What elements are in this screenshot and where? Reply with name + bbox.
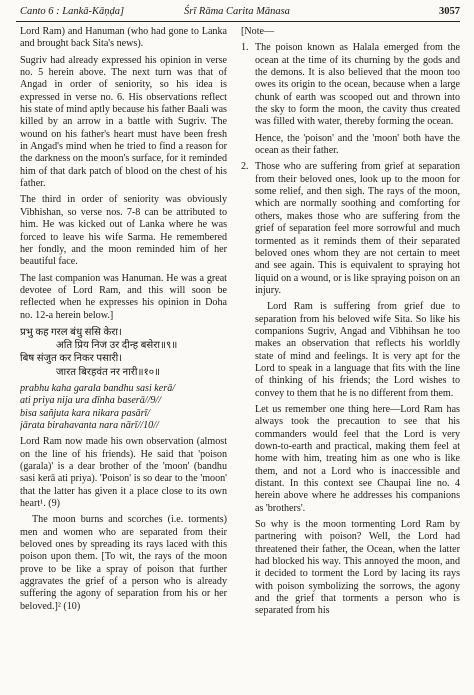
note-heading: [Note— — [241, 26, 275, 37]
note-number: 2. — [241, 161, 249, 173]
translit-line: ati priya nija ura dīnha baserā//9// — [20, 395, 162, 407]
right-column — [241, 26, 460, 690]
header-book-title: Śrī Rāma Carita Mānasa — [184, 6, 290, 17]
verse-line: अति प्रिय निज उर दीन्ह बसेरा॥९॥ — [56, 340, 178, 352]
note-text: Those who are suffering from grief at separation from their beloved ones, look up to the moon for some relief, and then sigh. The rays of the moon, which are normally soothing and comforting for others, makes those who are suffering from the grief of separation feel more sorrowful and much tormented as it reminds them of their separated beloved ones whom they are not certain to meet and see again. This is equivalent to spraying hot liquid on a wound, or is like spraying poison on an injury. — [255, 161, 460, 296]
verse-line: बिष संजुत कर निकर पसारी। — [20, 353, 123, 365]
note-paragraph: Let us remember one thing here—Lord Ram has always took the precaution to see that his commanders would feel that the Lord is very down-to-earth and practical, making them feel at home with him, treating him as one who is like them, and not a Lord who is inaccessible and distant. In this context see Chaupai line no. 4 herein above where he addresses his companions as 'brothers'. — [255, 403, 460, 514]
paragraph: Lord Ram now made his own observation (almost on the line of his friends). He said that 'poison (garala)' is a dear brother of the 'moon' (bandhu sasi kerā ati priya). 'Poison' is so dear to the 'moon' that the latter has given it a place close to its own heart¹. (9) — [20, 436, 227, 510]
note-paragraph: So why is the moon tormenting Lord Ram by partnering with poison? Well, the Lord had threatened their father, the Ocean, when the latter had blocked his way. This annoyed the moon, and it decided to torment the Lord by lacing its rays with poison symbolizing the sorrows, the agony and the grief that torments a person who is separated from his — [255, 519, 460, 617]
paragraph: The third in order of seniority was obviously Vibhishan, so verse nos. 7-8 can be attributed to him. He was kicked out of Lanka where he was forced to leave his wife Sarma. He remembered her fondly, and the moon reminded him of her beautiful face. — [20, 194, 227, 268]
verse-line: प्रभु कह गरल बंधु ससि केरा। — [20, 326, 122, 338]
translit-line: bisa sañjuta kara nikara pasārī/ — [20, 407, 151, 419]
transliteration — [20, 383, 227, 433]
translit-line: prabhu kaha garala bandhu sasi kerā/ — [20, 382, 176, 394]
paragraph: Lord Ram) and Hanuman (who had gone to Lanka and brought back Sita's news). — [20, 26, 227, 50]
page-header — [0, 0, 474, 22]
page-number: 3057 — [439, 6, 460, 17]
note-item — [241, 42, 460, 128]
note-paragraph: Hence, the 'poison' and the 'moon' both have the ocean as their father. — [255, 132, 460, 157]
note-number: 1. — [241, 42, 249, 54]
header-rule — [16, 21, 460, 22]
paragraph: The last companion was Hanuman. He was a great devotee of Lord Ram, and this will soon be reflected when he expresses his opinion in Doha no. 12-a herein below.] — [20, 272, 227, 321]
note-text: The poison known as Halala emerged from the ocean at the time of its churning by the gods and the demons. It is also believed that the moon too owes its origin to the ocean, because when a large chunk of earth was scooped out and thrown into the sky to form the moon, the cavity thus created was filled with water, thereby forming the ocean. — [255, 42, 460, 128]
left-column — [20, 26, 227, 690]
translit-line: jārata birahavanta nara nārī//10// — [20, 419, 159, 431]
paragraph: The moon burns and scorches (i.e. torments) men and women who are separated from their beloved ones by spreading its rays laced with this poison upon them. [To wit, the rays of the moon prove to be like a spray of poison that further aggravates the grief of a person who is already suffering the agony of separation from his or her beloved.]² (10) — [20, 514, 227, 612]
note-paragraph: Lord Ram is suffering from grief due to separation from his beloved wife Sita. So like his companions Sugriv, Angad and Vibhihsan he too makes an observation that reflects his worldly state of mind and feelings. It is very apt for the Lord to speak in a language that fits with the line of thinking of his friends; the Lord wishes to convey to them that he is no different from them. — [255, 301, 460, 399]
paragraph: Sugriv had already expressed his opinion in verse no. 5 herein above. The next turn was that of Angad in order of seniority, so his idea is expressed in verse no. 6. His observations reflect his state of mind aptly because his father Baali was killed by an arrow in a battle with Sugriv. The wound on his father's heart must have been fresh in Angad's mind when he tried to find a reason for the darkness on the moon's surface, for it reminded him of that dark patch of blood on the chest of his father. — [20, 54, 227, 190]
verse-line: जारत बिरहवंत नर नारी॥१०॥ — [56, 366, 161, 378]
note-item — [241, 161, 460, 297]
header-canto: Canto 6 : Lankā-Kāṇḍa] — [20, 6, 125, 17]
hindi-verse — [20, 326, 227, 379]
